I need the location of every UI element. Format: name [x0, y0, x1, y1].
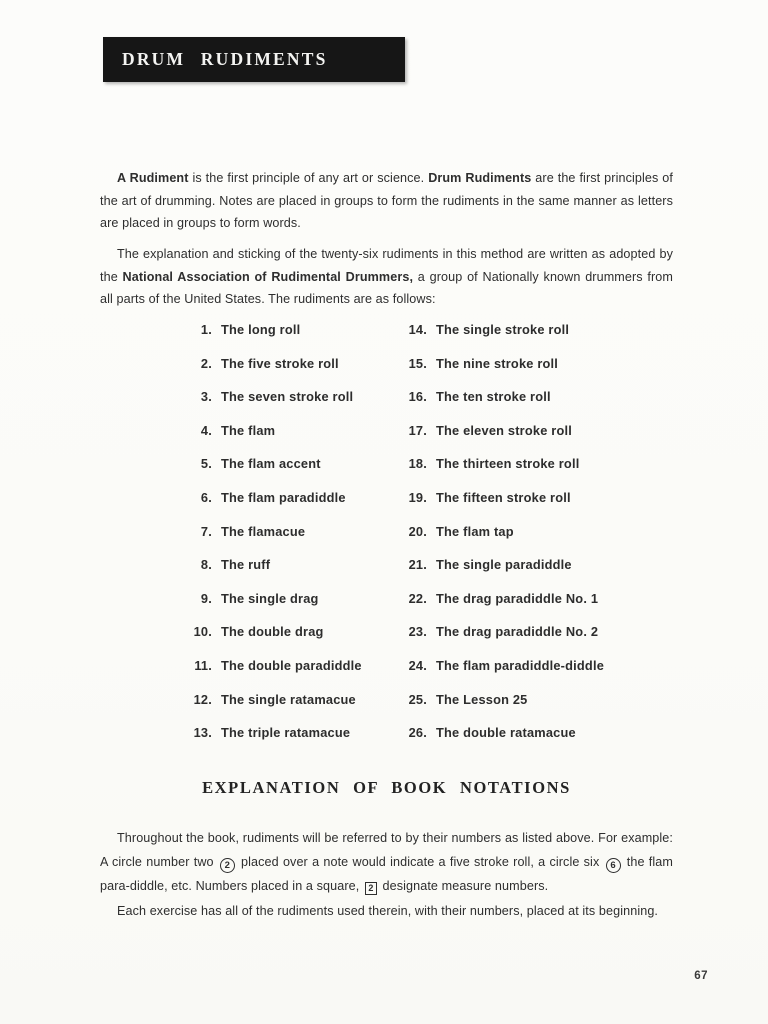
- item-label: The fifteen stroke roll: [436, 489, 571, 505]
- item-label: The single ratamacue: [221, 691, 356, 707]
- item-label: The long roll: [221, 322, 301, 337]
- page-number: 67: [694, 970, 708, 982]
- item-number: 11.: [194, 657, 212, 673]
- section-heading-explanation-of-book-notations: EXPLANATION OF BOOK NOTATIONS: [202, 778, 571, 797]
- list-item: [385, 591, 635, 611]
- item-number: 8.: [200, 557, 212, 573]
- list-item: [385, 389, 635, 409]
- item-label: The double paradiddle: [221, 657, 362, 673]
- circle-number-symbol: 2: [220, 858, 235, 873]
- list-item: [385, 557, 635, 577]
- closing-paragraph: Each exercise has all of the rudiments used therein, with their numbers, placed at its beginning.: [117, 904, 659, 918]
- item-label: The single stroke roll: [436, 322, 570, 337]
- item-number: 15.: [408, 355, 427, 371]
- item-number: 21.: [408, 557, 427, 573]
- page-title: DRUM RUDIMENTS: [122, 49, 328, 69]
- item-number: 7.: [200, 523, 212, 539]
- list-item: [170, 524, 395, 544]
- item-number: 2.: [200, 355, 212, 371]
- item-label: The flam accent: [221, 456, 321, 472]
- item-number: 6.: [200, 489, 212, 505]
- list-item: [170, 557, 395, 577]
- list-item: [170, 423, 395, 443]
- item-label: The drag paradiddle No. 1: [436, 590, 599, 606]
- item-label: The flam paradiddle: [221, 489, 346, 505]
- list-item: [385, 692, 635, 712]
- intro-paragraph-1: A Rudiment is the first principle of any art or science. Drum Rudiments are the first principles of the art of drumming. Notes are placed in groups to form the rudiments in the same manner as letters are placed in groups to form words.: [100, 171, 673, 231]
- list-item: [385, 624, 635, 644]
- item-label: The double drag: [221, 624, 324, 640]
- item-label: The single paradiddle: [436, 557, 572, 573]
- circle-number-symbol: 6: [606, 858, 621, 873]
- item-number: 18.: [408, 456, 427, 472]
- list-item: [170, 389, 395, 409]
- item-label: The ten stroke roll: [436, 389, 551, 405]
- item-number: 4.: [200, 422, 212, 438]
- list-item: [385, 725, 635, 745]
- notation-paragraph: Throughout the book, rudiments will be referred to by their numbers as listed above. For example: A circle number two 2 placed over a note would indicate a five stroke roll, a circle six 6 the flam para-diddle, etc. Numbers placed in a square, 2 designate measure numbers.: [100, 831, 673, 894]
- list-item: [385, 423, 635, 443]
- list-item: [170, 456, 395, 476]
- item-label: The thirteen stroke roll: [436, 456, 580, 472]
- item-number: 23.: [408, 624, 427, 640]
- item-number: 20.: [408, 523, 427, 539]
- item-label: The triple ratamacue: [221, 725, 351, 741]
- list-item: [385, 658, 635, 678]
- list-item: [170, 725, 395, 745]
- item-label: The flam paradiddle-diddle: [436, 657, 605, 673]
- list-item: [170, 591, 395, 611]
- list-item: [385, 356, 635, 376]
- item-number: 19.: [408, 489, 427, 505]
- item-number: 10.: [193, 624, 212, 640]
- list-item: [385, 322, 635, 342]
- list-item: [170, 490, 395, 510]
- item-label: The double ratamacue: [436, 725, 576, 741]
- intro-paragraph-2: The explanation and sticking of the twenty-six rudiments in this method are written as adopted by the National Association of Rudimental Drummers, a group of Nationally known drummers from all parts of the United States. The rudiments are as follows:: [100, 247, 673, 307]
- rudiment-list-left-column: [170, 322, 395, 759]
- item-label: The flam: [221, 422, 276, 438]
- list-item: [385, 490, 635, 510]
- item-number: 25.: [408, 691, 427, 707]
- list-item: [170, 658, 395, 678]
- list-item: [170, 624, 395, 644]
- square-number-symbol: 2: [365, 882, 377, 895]
- item-label: The single drag: [221, 590, 319, 606]
- item-label: The drag paradiddle No. 2: [436, 624, 599, 640]
- item-label: The Lesson 25: [436, 691, 528, 707]
- item-number: 17.: [408, 422, 427, 438]
- item-number: 3.: [200, 389, 212, 405]
- item-label: The five stroke roll: [221, 355, 339, 371]
- item-number: 26.: [408, 725, 427, 741]
- item-number: 13.: [193, 725, 212, 741]
- item-number: 24.: [408, 657, 427, 673]
- rudiment-list-right-column: [385, 322, 635, 759]
- item-number: 16.: [408, 389, 427, 405]
- item-label: The ruff: [221, 557, 271, 573]
- list-item: [385, 524, 635, 544]
- page-header-bar: [103, 37, 405, 82]
- item-label: The flam tap: [436, 523, 514, 539]
- item-number: 22.: [408, 590, 427, 606]
- item-number: 9.: [200, 590, 212, 606]
- list-item: [170, 322, 395, 342]
- item-number: 12.: [193, 691, 212, 707]
- item-number: 1.: [200, 322, 212, 337]
- item-label: The seven stroke roll: [221, 389, 354, 405]
- item-number: 5.: [200, 456, 212, 472]
- item-label: The eleven stroke roll: [436, 422, 572, 438]
- item-label: The nine stroke roll: [436, 355, 559, 371]
- item-label: The flamacue: [221, 523, 306, 539]
- list-item: [385, 456, 635, 476]
- list-item: [170, 692, 395, 712]
- item-number: 14.: [408, 322, 427, 337]
- list-item: [170, 356, 395, 376]
